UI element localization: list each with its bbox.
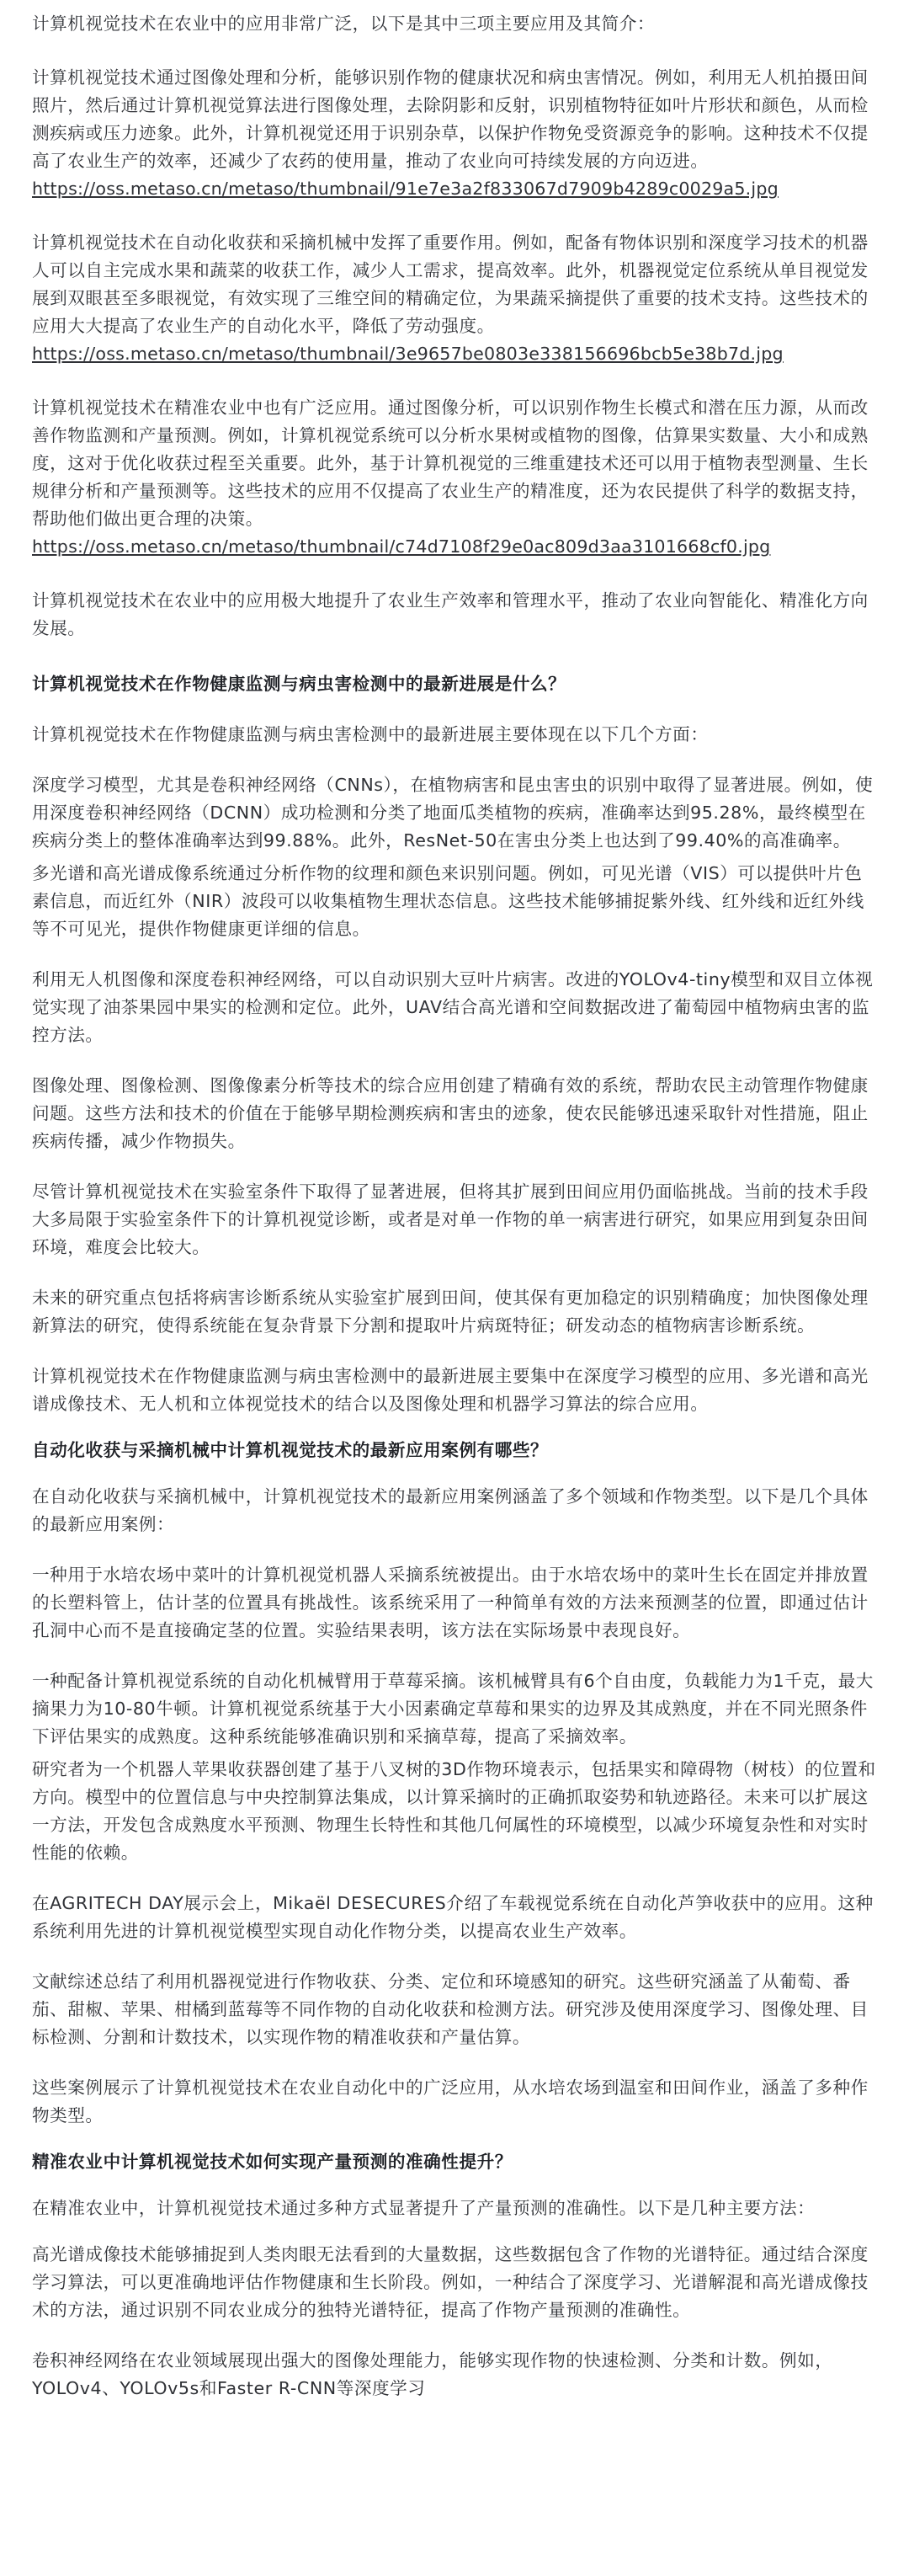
paragraph: 尽管计算机视觉技术在实验室条件下取得了显著进展，但将其扩展到田间应用仍面临挑战。当前的技术手段大多局限于实验室条件下的计算机视觉诊断，或者是对单一作物的单一病害进行研究，如果应用到复杂田间环境，难度会比较大。 [32,1181,869,1257]
paragraph: 文献综述总结了利用机器视觉进行作物收获、分类、定位和环境感知的研究。这些研究涵盖了从葡萄、番茄、甜椒、苹果、柑橘到蓝莓等不同作物的自动化收获和检测方法。研究涉及使用深度学习、图像处理、目标检测、分割和计数技术，以实现作物的精准收获和产量估算。 [32,1971,869,2047]
image-link[interactable]: https://oss.metaso.cn/metaso/thumbnail/c74d7108f29e0ac809d3aa3101668cf0.jpg [32,536,771,557]
paragraph: 这些案例展示了计算机视觉技术在农业自动化中的广泛应用，从水培农场到温室和田间作业，涵盖了多种作物类型。 [32,2077,869,2125]
section-heading: 自动化收获与采摘机械中计算机视觉技术的最新应用案例有哪些？ [32,1440,549,1460]
image-link[interactable]: https://oss.metaso.cn/metaso/thumbnail/3e9657be0803e338156696bcb5e38b7d.jpg [32,344,784,364]
paragraph: 计算机视觉技术在作物健康监测与病虫害检测中的最新进展主要体现在以下几个方面： [32,724,709,744]
paragraph: 图像处理、图像检测、图像像素分析等技术的综合应用创建了精确有效的系统，帮助农民主动管理作物健康问题。这些方法和技术的价值在于能够早期检测疾病和害虫的迹象，使农民能够迅速采取针对性措施，阻止疾病传播，减少作物损失。 [32,1075,869,1151]
intro-paragraph: 计算机视觉技术在农业中的应用非常广泛，以下是其中三项主要应用及其简介： [32,13,656,34]
paragraph: 多光谱和高光谱成像系统通过分析作物的纹理和颜色来识别问题。例如，可见光谱（VIS）可以提供叶片色素信息，而近红外（NIR）波段可以收集植物生理状态信息。这些技术能够捕捉紫外线、红外线和近红外线等不可见光，提供作物健康更详细的信息。 [32,863,864,939]
section-heading: 计算机视觉技术在作物健康监测与病虫害检测中的最新进展是什么？ [32,674,566,694]
paragraph: 计算机视觉技术在农业中的应用极大地提升了农业生产效率和管理水平，推动了农业向智能化、精准化方向发展。 [32,590,869,638]
image-link[interactable]: https://oss.metaso.cn/metaso/thumbnail/91e7e3a2f833067d7909b4289c0029a5.jpg [32,179,779,199]
paragraph: 一种用于水培农场中菜叶的计算机视觉机器人采摘系统被提出。由于水培农场中的菜叶生长在固定并排放置的长塑料管上，估计茎的位置具有挑战性。该系统采用了一种简单有效的方法来预测茎的位置，即通过估计孔洞中心而不是直接确定茎的位置。实验结果表明，该方法在实际场景中表现良好。 [32,1565,869,1640]
paragraph-text: 计算机视觉技术在精准农业中也有广泛应用。通过图像分析，可以识别作物生长模式和潜在压力源，从而改善作物监测和产量预测。例如，计算机视觉系统可以分析水果树或植物的图像，估算果实数量、大小和成熟度，这对于优化收获过程至关重要。此外，基于计算机视觉的三维重建技术还可以用于植物表型测量、生长规律分析和产量预测等。这些技术的应用不仅提高了农业生产的精准度，还为农民提供了科学的数据支持，帮助他们做出更合理的决策。 [32,397,869,529]
paragraph: 未来的研究重点包括将病害诊断系统从实验室扩展到田间，使其保有更加稳定的识别精确度；加快图像处理新算法的研究，使得系统能在复杂背景下分割和提取叶片病斑特征；研发动态的植物病害诊断系统。 [32,1288,869,1336]
paragraph [32,229,877,368]
paragraph: 深度学习模型，尤其是卷积神经网络（CNNs），在植物病害和昆虫害虫的识别中取得了显著进展。例如，使用深度卷积神经网络（DCNN）成功检测和分类了地面瓜类植物的疾病，准确率达到95.28%，最终模型在疾病分类上的整体准确率达到99.88%。此外，ResNet-50在害虫分类上也达到了99.40%的高准确率。 [32,775,874,851]
paragraph: 计算机视觉技术在作物健康监测与病虫害检测中的最新进展主要集中在深度学习模型的应用、多光谱和高光谱成像技术、无人机和立体视觉技术的结合以及图像处理和机器学习算法的综合应用。 [32,1366,869,1414]
paragraph: 高光谱成像技术能够捕捉到人类肉眼无法看到的大量数据，这些数据包含了作物的光谱特征。通过结合深度学习算法，可以更准确地评估作物健康和生长阶段。例如，一种结合了深度学习、光谱解混和高光谱成像技术的方法，通过识别不同农业成分的独特光谱特征，提高了作物产量预测的准确性。 [32,2244,869,2320]
section-heading: 精准农业中计算机视觉技术如何实现产量预测的准确性提升？ [32,2152,513,2172]
paragraph [32,394,877,561]
paragraph-text: 计算机视觉技术通过图像处理和分析，能够识别作物的健康状况和病虫害情况。例如，利用无人机拍摄田间照片，然后通过计算机视觉算法进行图像处理，去除阴影和反射，识别植物特征如叶片形状和颜色，从而检测疾病或压力迹象。此外，计算机视觉还用于识别杂草，以保护作物免受资源竞争的影响。这种技术不仅提高了农业生产的效率，还减少了农药的使用量，推动了农业向可持续发展的方向迈进。 [32,67,869,171]
paragraph: 利用无人机图像和深度卷积神经网络，可以自动识别大豆叶片病害。改进的YOLOv4-tiny模型和双目立体视觉实现了油茶果园中果实的检测和定位。此外，UAV结合高光谱和空间数据改进了葡萄园中植物病虫害的监控方法。 [32,969,874,1045]
paragraph: 在自动化收获与采摘机械中，计算机视觉技术的最新应用案例涵盖了多个领域和作物类型。以下是几个具体的最新应用案例： [32,1486,869,1534]
paragraph-text: 计算机视觉技术在自动化收获和采摘机械中发挥了重要作用。例如，配备有物体识别和深度学习技术的机器人可以自主完成水果和蔬菜的收获工作，减少人工需求，提高效率。此外，机器视觉定位系统从单目视觉发展到双眼甚至多眼视觉，有效实现了三维空间的精确定位，为果蔬采摘提供了重要的技术支持。这些技术的应用大大提高了农业生产的自动化水平，降低了劳动强度。 [32,232,869,336]
paragraph [32,64,877,203]
paragraph: 在精准农业中，计算机视觉技术通过多种方式显著提升了产量预测的准确性。以下是几种主要方法： [32,2198,816,2218]
paragraph: 在AGRITECH DAY展示会上，Mikaël DESECURES介绍了车载视觉系统在自动化芦笋收获中的应用。这种系统利用先进的计算机视觉模型实现自动化作物分类，以提高农业生产效率。 [32,1893,874,1941]
paragraph: 研究者为一个机器人苹果收获器创建了基于八叉树的3D作物环境表示，包括果实和障碍物（树枝）的位置和方向。模型中的位置信息与中央控制算法集成，以计算采摘时的正确抓取姿势和轨迹路径。未来可以扩展这一方法，开发包含成熟度水平预测、物理生长特性和其他几何属性的环境模型，以减少环境复杂性和对实时性能的依赖。 [32,1759,876,1863]
paragraph: 一种配备计算机视觉系统的自动化机械臂用于草莓采摘。该机械臂具有6个自由度，负载能力为1千克，最大摘果力为10-80牛顿。计算机视觉系统基于大小因素确定草莓和果实的边界及其成熟度，并在不同光照条件下评估果实的成熟度。这种系统能够准确识别和采摘草莓，提高了采摘效率。 [32,1671,874,1747]
paragraph: 卷积神经网络在农业领域展现出强大的图像处理能力，能够实现作物的快速检测、分类和计数。例如，YOLOv4、YOLOv5s和Faster R-CNN等深度学习 [32,2350,833,2398]
